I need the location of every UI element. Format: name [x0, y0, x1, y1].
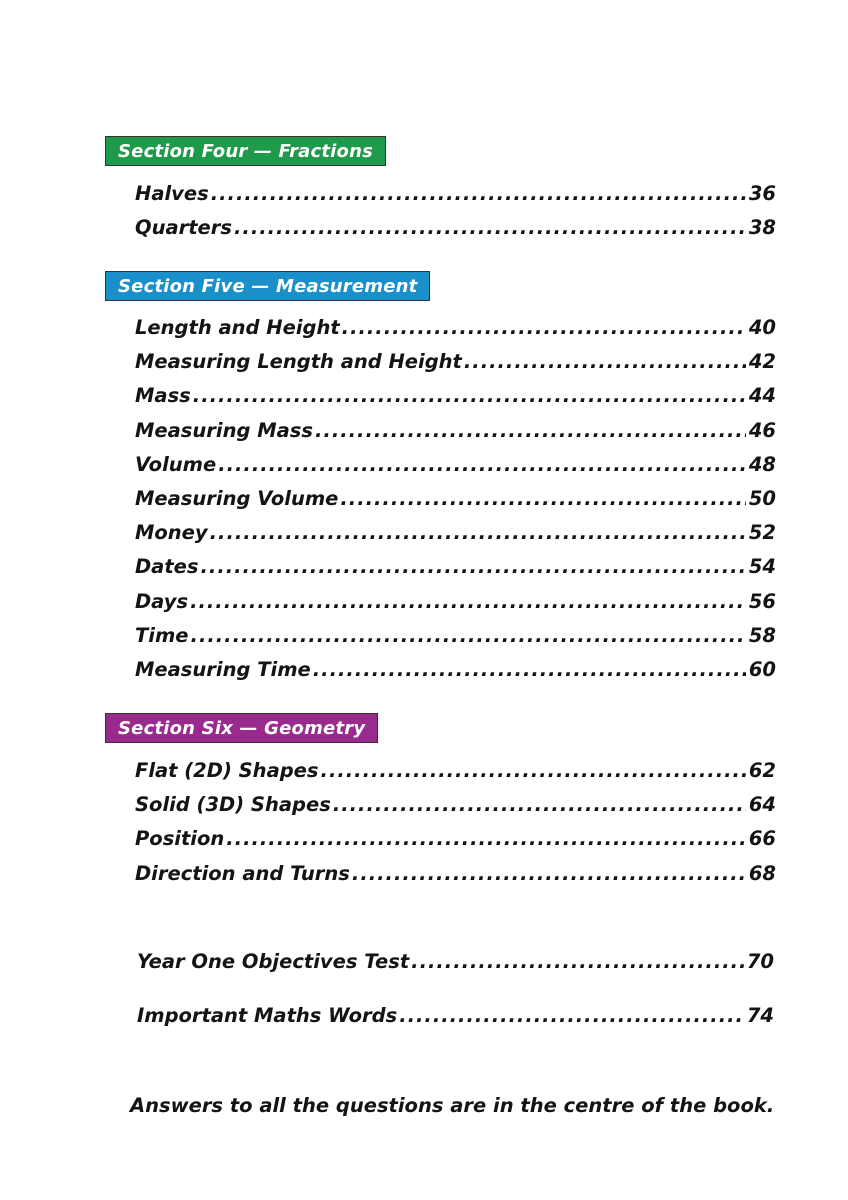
- entry-title: Days: [135, 590, 189, 613]
- entry-title: Position: [135, 827, 225, 850]
- dot-leader: [342, 314, 746, 342]
- entry-page: 68: [748, 862, 776, 885]
- toc-entry-direction-and-turns[interactable]: [135, 860, 776, 888]
- entry-title: Year One Objectives Test: [137, 950, 410, 973]
- entry-page: 44: [748, 384, 776, 407]
- answers-note: Answers to all the questions are in the centre of the book.: [130, 1094, 775, 1117]
- toc-entry-days[interactable]: [135, 588, 776, 616]
- dot-leader: [333, 791, 746, 819]
- entry-title: Money: [135, 521, 208, 544]
- entry-title: Measuring Time: [135, 658, 311, 681]
- toc-entry-mass[interactable]: [135, 382, 776, 410]
- entry-page: 66: [748, 827, 776, 850]
- toc-entry-solid-3d-shapes[interactable]: [135, 791, 776, 819]
- dot-leader: [201, 553, 747, 581]
- entry-page: 58: [748, 624, 776, 647]
- section-six-header: Section Six — Geometry: [105, 713, 378, 743]
- entry-title: Length and Height: [135, 316, 340, 339]
- dot-leader: [234, 214, 746, 242]
- dot-leader: [190, 588, 746, 616]
- entry-page: 38: [748, 216, 776, 239]
- dot-leader: [411, 948, 744, 976]
- toc-entry-measuring-mass[interactable]: [135, 417, 776, 445]
- dot-leader: [313, 656, 746, 684]
- toc-entry-important-maths-words[interactable]: [137, 1002, 774, 1030]
- toc-entry-volume[interactable]: [135, 451, 776, 479]
- entry-title: Measuring Mass: [135, 419, 313, 442]
- toc-entry-flat-2d-shapes[interactable]: [135, 757, 776, 785]
- entry-title: Volume: [135, 453, 217, 476]
- entry-page: 40: [748, 316, 776, 339]
- entry-page: 60: [748, 658, 776, 681]
- dot-leader: [352, 860, 746, 888]
- dot-leader: [191, 622, 746, 650]
- entry-title: Halves: [135, 182, 209, 205]
- entry-page: 46: [748, 419, 776, 442]
- entry-title: Flat (2D) Shapes: [135, 759, 319, 782]
- entry-title: Time: [135, 624, 189, 647]
- entry-page: 64: [748, 793, 776, 816]
- toc-entry-position[interactable]: [135, 825, 776, 853]
- entry-title: Quarters: [135, 216, 233, 239]
- toc-entry-halves[interactable]: [135, 180, 776, 208]
- dot-leader: [226, 825, 746, 853]
- entry-title: Mass: [135, 384, 191, 407]
- entry-page: 48: [748, 453, 776, 476]
- entry-title: Measuring Length and Height: [135, 350, 462, 373]
- dot-leader: [210, 519, 746, 547]
- dot-leader: [321, 757, 746, 785]
- entry-page: 54: [748, 555, 776, 578]
- dot-leader: [399, 1002, 744, 1030]
- entry-title: Measuring Volume: [135, 487, 339, 510]
- dot-leader: [193, 382, 746, 410]
- dot-leader: [218, 451, 746, 479]
- entry-page: 56: [748, 590, 776, 613]
- entry-title: Direction and Turns: [135, 862, 350, 885]
- dot-leader: [315, 417, 746, 445]
- entry-title: Solid (3D) Shapes: [135, 793, 331, 816]
- dot-leader: [211, 180, 746, 208]
- section-four-header: Section Four — Fractions: [105, 136, 386, 166]
- entry-page: 50: [748, 487, 776, 510]
- entry-page: 42: [748, 350, 776, 373]
- entry-title: Important Maths Words: [137, 1004, 398, 1027]
- entry-page: 52: [748, 521, 776, 544]
- toc-entry-measuring-time[interactable]: [135, 656, 776, 684]
- toc-entry-quarters[interactable]: [135, 214, 776, 242]
- entry-page: 70: [746, 950, 774, 973]
- toc-entry-measuring-length-and-height[interactable]: [135, 348, 776, 376]
- section-five-header: Section Five — Measurement: [105, 271, 430, 301]
- toc-entry-measuring-volume[interactable]: [135, 485, 776, 513]
- toc-entry-dates[interactable]: [135, 553, 776, 581]
- toc-entry-objectives-test[interactable]: [137, 948, 774, 976]
- entry-page: 74: [746, 1004, 774, 1027]
- dot-leader: [340, 485, 746, 513]
- entry-page: 36: [748, 182, 776, 205]
- toc-entry-length-and-height[interactable]: [135, 314, 776, 342]
- toc-entry-money[interactable]: [135, 519, 776, 547]
- toc-entry-time[interactable]: [135, 622, 776, 650]
- dot-leader: [464, 348, 746, 376]
- entry-title: Dates: [135, 555, 199, 578]
- entry-page: 62: [748, 759, 776, 782]
